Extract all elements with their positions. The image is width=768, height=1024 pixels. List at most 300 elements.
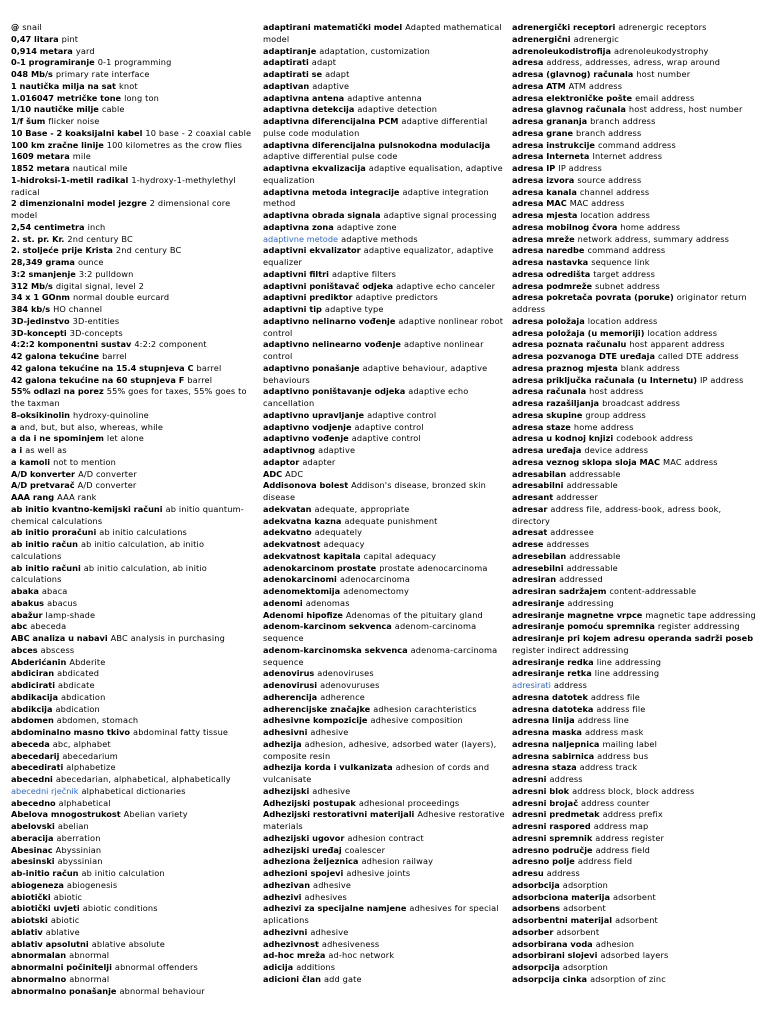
entry-term: adresna naljepnica — [512, 738, 600, 749]
dictionary-entry — [263, 727, 506, 739]
dictionary-column-2 — [263, 22, 506, 1022]
dictionary-entry — [11, 116, 256, 128]
dictionary-entry — [512, 433, 758, 445]
entry-term: adresiranje redka — [512, 656, 594, 667]
dictionary-entry — [512, 57, 758, 69]
entry-term: adaptivno poništavanje odjeka — [263, 386, 406, 397]
entry-term: 1/f šum — [11, 116, 46, 126]
entry-term: adhezivni — [263, 926, 308, 937]
entry-term: adsorbentni materijal — [512, 915, 613, 925]
entry-definition: abeceda — [30, 621, 67, 632]
dictionary-entry — [512, 786, 758, 798]
entry-definition: branch address — [576, 127, 642, 138]
entry-term: adresiranje — [512, 597, 565, 608]
dictionary-entry — [263, 868, 506, 880]
entry-term: adresa staze — [512, 421, 571, 432]
entry-definition: aberration — [56, 832, 101, 843]
entry-term: adenovirus — [263, 668, 315, 679]
entry-term: abakus — [11, 597, 45, 608]
dictionary-entry — [263, 939, 506, 951]
dictionary-entry — [512, 950, 758, 962]
entry-definition: address — [549, 774, 583, 784]
entry-definition: ab initio calculation — [81, 868, 165, 878]
entry-term: adresa položaja — [512, 315, 585, 326]
entry-definition: 1-hydroxy-1-methylethyl radical — [11, 174, 236, 197]
dictionary-entry — [11, 504, 256, 528]
entry-term: adresebilan — [512, 550, 567, 561]
entry-term: 2 dimenzionalni model jezgre — [11, 198, 147, 209]
dictionary-entry — [11, 433, 256, 445]
entry-definition: yard — [75, 45, 95, 56]
dictionary-entry — [512, 680, 758, 692]
entry-definition: adaptive differential pulse code — [263, 151, 398, 162]
entry-definition: add gate — [323, 973, 362, 984]
dictionary-entry — [512, 539, 758, 551]
dictionary-entry — [11, 539, 256, 563]
entry-term: adresa podmreže — [512, 280, 593, 291]
dictionary-entry — [263, 516, 506, 528]
entry-definition: adenomectomy — [343, 586, 409, 596]
dictionary-entry — [263, 46, 506, 58]
entry-term: adresa razašiljanja — [512, 398, 600, 408]
entry-term: adaptivna antena — [263, 92, 345, 103]
entry-definition: abdominal fatty tissue — [133, 727, 229, 737]
entry-term: 384 kb/s — [11, 304, 51, 314]
entry-term: adresna maska — [512, 727, 582, 737]
dictionary-entry — [263, 786, 506, 798]
dictionary-entry — [263, 93, 506, 105]
entry-definition: Adenomas of the pituitary gland — [345, 609, 483, 620]
entry-definition: 4:2:2 component — [134, 339, 207, 350]
entry-term: 2,54 centimetra — [11, 221, 85, 232]
entry-term: adresa Interneta — [512, 151, 590, 162]
entry-definition: 55% goes for taxes, 55% goes to the taxman — [11, 386, 247, 408]
entry-term: adresa mobilnog čvora — [512, 221, 618, 232]
entry-term: Addisonova bolest — [263, 480, 349, 491]
dictionary-entry — [512, 457, 758, 469]
entry-definition: adaptive type — [324, 304, 384, 314]
entry-definition: address field — [595, 844, 650, 855]
entry-term: adresa pozvanoga DTE uređaja — [512, 351, 655, 361]
entry-definition: prostate adenocarcinoma — [379, 562, 488, 573]
entry-term: adaptivno nelinarno vođenje — [263, 315, 396, 326]
entry-term: 1.016047 metričke tone — [11, 92, 122, 103]
dictionary-entry — [512, 163, 758, 175]
dictionary-entry — [263, 81, 506, 93]
entry-term: adresna datoteka — [512, 703, 594, 714]
entry-definition: abnormal — [69, 950, 110, 961]
dictionary-entry — [512, 586, 758, 598]
dictionary-entry — [11, 962, 256, 974]
entry-term: abelovski — [11, 821, 55, 831]
entry-definition: address prefix — [602, 809, 663, 820]
entry-definition: 10 base - 2 coaxial cable — [145, 127, 252, 138]
entry-definition: abdication — [61, 691, 106, 702]
dictionary-entry — [263, 551, 506, 563]
entry-definition: long ton — [124, 92, 159, 103]
entry-definition: adaptive equalizator, adaptive equalizer — [263, 245, 494, 267]
entry-term: abecedarij — [11, 750, 60, 761]
entry-definition: coalescer — [344, 844, 386, 855]
entry-term: adresa nastavka — [512, 257, 589, 267]
dictionary-entry — [11, 457, 256, 469]
entry-term-link[interactable]: adaptivne metode — [263, 233, 339, 244]
entry-term: adherencijske značajke — [263, 703, 371, 714]
entry-term: adresabilni — [512, 480, 564, 491]
entry-definition: source address — [577, 174, 642, 185]
entry-term: 0-1 programiranje — [11, 57, 95, 68]
entry-definition: ab initio calculation, ab initio calculations — [11, 539, 205, 561]
entry-definition: adhesion contract — [347, 832, 424, 843]
entry-definition: alphabetical dictionaries — [81, 785, 186, 796]
entry-term: adenokarcinom prostate — [263, 562, 377, 573]
entry-term: adenom-karcinom sekvenca — [263, 621, 392, 632]
entry-term: adresa instrukcije — [512, 139, 595, 150]
entry-definition: adhesional proceedings — [358, 797, 460, 808]
entry-definition: location address — [580, 210, 651, 220]
entry-definition: Abelian variety — [123, 809, 188, 820]
dictionary-entry — [512, 234, 758, 246]
entry-term: AAA rang — [11, 492, 55, 502]
entry-definition: 3D-entities — [72, 315, 120, 326]
entry-definition: 100 kilometres as the crow flies — [106, 139, 243, 150]
dictionary-entry — [263, 57, 506, 69]
dictionary-entry — [263, 762, 506, 786]
entry-term: adaptirati se — [263, 69, 323, 79]
entry-definition: adaptive — [318, 445, 356, 455]
entry-definition: 2 dimensional core model — [11, 198, 231, 220]
entry-term: adresa mreže — [512, 233, 575, 244]
dictionary-entry — [512, 527, 758, 539]
dictionary-entry — [263, 798, 506, 810]
entry-definition: A/D converter — [77, 480, 137, 491]
entry-definition: adsorbent — [612, 891, 656, 902]
dictionary-entry — [512, 140, 758, 152]
dictionary-entry — [512, 128, 758, 140]
entry-term: adsorpcija — [512, 962, 560, 972]
entry-term: adsorber — [512, 926, 554, 937]
entry-term: adhezioni spojevi — [263, 868, 344, 878]
dictionary-entry — [512, 915, 758, 927]
entry-term: adaptivno ponašanje — [263, 362, 360, 373]
entry-definition: not to mention — [53, 456, 116, 467]
dictionary-entry — [263, 469, 506, 481]
entry-definition: address register — [595, 832, 665, 843]
entry-definition: adenoviruses — [317, 668, 374, 679]
dictionary-entry — [512, 410, 758, 422]
entry-definition: ablative — [45, 926, 80, 937]
dictionary-entry — [512, 175, 758, 187]
entry-definition: addressee — [550, 527, 594, 538]
dictionary-entry — [11, 22, 256, 34]
entry-definition: 2nd century BC — [115, 245, 182, 256]
dictionary-entry — [263, 974, 506, 986]
entry-term: adresa priključka računala (u Internetu) — [512, 374, 697, 385]
entry-term: adresant — [512, 492, 554, 502]
entry-term: adresa položaja (u memoriji) — [512, 327, 645, 338]
entry-definition: abdication — [55, 703, 100, 714]
entry-term: 8-oksikinolin — [11, 409, 70, 420]
entry-definition: adequate, appropriate — [314, 503, 410, 514]
entry-definition: adenom-carcinoma sequence — [263, 621, 477, 643]
entry-term: adekvatno — [263, 527, 312, 538]
dictionary-entry — [512, 798, 758, 810]
entry-term: abdiciran — [11, 668, 55, 679]
entry-definition: adaptive control — [367, 409, 437, 420]
dictionary-entry — [263, 104, 506, 116]
entry-term: adaptivno upravljanje — [263, 409, 365, 420]
entry-term: adicija — [263, 962, 294, 972]
dictionary-entry — [11, 234, 256, 246]
entry-term: adenovirusi — [263, 680, 318, 690]
dictionary-entry — [263, 527, 506, 539]
entry-term: adenokarcinomi — [263, 574, 337, 585]
dictionary-entry — [11, 856, 256, 868]
entry-definition: ABC analysis in purchasing — [110, 633, 225, 643]
dictionary-entry — [512, 668, 758, 680]
dictionary-entry — [512, 821, 758, 833]
entry-term: adaptivan — [263, 80, 310, 91]
dictionary-entry — [263, 715, 506, 727]
dictionary-entry — [512, 774, 758, 786]
dictionary-entry — [512, 633, 758, 657]
entry-definition: abelian — [57, 821, 89, 831]
entry-term: abiotički — [11, 891, 51, 902]
entry-term: abiotički uvjeti — [11, 903, 80, 914]
dictionary-entry — [11, 645, 256, 657]
dictionary-entry — [11, 692, 256, 704]
entry-definition: adapter — [302, 456, 336, 467]
entry-term: adresna sabirnica — [512, 750, 595, 761]
entry-definition: snail — [22, 22, 42, 32]
dictionary-entry — [11, 198, 256, 222]
entry-term: adhezijski uređaj — [263, 844, 342, 855]
dictionary-entry — [512, 116, 758, 128]
entry-definition: barrel — [196, 362, 222, 373]
dictionary-entry — [512, 46, 758, 58]
entry-term: adresar — [512, 503, 548, 514]
entry-definition: additions — [296, 962, 336, 972]
dictionary-entry — [263, 739, 506, 763]
entry-definition: adaptive control — [354, 421, 424, 432]
entry-term: adaptivno vodjenje — [263, 421, 352, 432]
entry-definition: target address — [593, 268, 656, 279]
dictionary-entry — [512, 245, 758, 257]
entry-term: abiogeneza — [11, 879, 64, 890]
dictionary-entry — [263, 339, 506, 363]
dictionary-entry — [512, 610, 758, 622]
dictionary-entry — [11, 809, 256, 821]
entry-term: adherencija — [263, 691, 318, 702]
dictionary-entry — [263, 116, 506, 140]
entry-definition: 0-1 programming — [97, 57, 172, 68]
entry-term: adresa elektroničke pošte — [512, 92, 633, 103]
entry-term: abdikcija — [11, 703, 53, 714]
entry-definition: adhesion railway — [361, 856, 434, 867]
entry-definition: alphabetize — [66, 762, 116, 773]
entry-definition: email address — [635, 92, 695, 103]
entry-term: 048 Mb/s — [11, 69, 53, 79]
entry-term: adekvatan — [263, 503, 312, 514]
entry-definition: lamp-shade — [45, 609, 96, 620]
entry-definition: address file — [590, 691, 640, 702]
entry-term: abecedni — [11, 774, 53, 784]
entry-definition: mailing label — [602, 738, 658, 749]
dictionary-entry — [11, 774, 256, 786]
entry-definition: ounce — [77, 257, 104, 267]
entry-term: adhezijski ugovor — [263, 832, 345, 843]
entry-definition: adapt — [325, 69, 350, 79]
entry-term: ab-initio račun — [11, 868, 79, 878]
entry-definition: adequately — [314, 527, 363, 538]
dictionary-entry — [512, 751, 758, 763]
dictionary-entry — [512, 480, 758, 492]
dictionary-entry — [263, 680, 506, 692]
entry-term: adhezivi za specijalne namjene — [263, 903, 407, 914]
entry-definition: adrenergic receptors — [618, 22, 707, 32]
entry-definition: address block, block address — [572, 785, 695, 796]
dictionary-entry — [512, 316, 758, 328]
entry-term: adresa grane — [512, 127, 574, 138]
dictionary-entry — [11, 563, 256, 587]
dictionary-entry — [11, 140, 256, 152]
entry-term: ADC — [263, 468, 283, 479]
entry-term: adaptivno nelinearno vođenje — [263, 339, 401, 350]
entry-term: abdomen — [11, 715, 54, 726]
entry-term: adresni spremnik — [512, 832, 593, 843]
entry-term: adresa ATM — [512, 80, 566, 91]
entry-term: adresa praznog mjesta — [512, 362, 618, 373]
entry-term: a — [11, 421, 17, 432]
dictionary-entry — [11, 339, 256, 351]
dictionary-column-1 — [11, 22, 256, 1022]
entry-term: adresno područje — [512, 844, 593, 855]
dictionary-entry — [11, 175, 256, 199]
entry-definition: adaptive control — [351, 433, 421, 444]
entry-term: adsorbcija — [512, 879, 560, 890]
entry-definition: adaptive integration method — [263, 186, 489, 209]
entry-term: adhesivni — [263, 727, 308, 737]
entry-term: abecedirati — [11, 762, 64, 773]
entry-term: abaka — [11, 586, 39, 596]
entry-term-link[interactable]: abecedni rječnik — [11, 785, 79, 796]
dictionary-entry — [263, 234, 506, 246]
entry-term: adrenergični — [512, 33, 571, 44]
dictionary-entry — [11, 351, 256, 363]
entry-definition: let alone — [106, 433, 144, 444]
entry-definition: abecedarian, alphabetical, alphabetically — [55, 774, 231, 784]
entry-definition: adsorption of zinc — [590, 973, 666, 984]
dictionary-entry — [263, 962, 506, 974]
entry-definition: adrenoleukodystrophy — [614, 45, 709, 56]
entry-definition: command address — [587, 245, 666, 256]
entry-term: adresebilni — [512, 562, 564, 573]
entry-term: adaptivna metoda integracije — [263, 186, 400, 197]
entry-definition: IP address — [558, 163, 602, 173]
entry-definition: ab initio calculations — [99, 527, 187, 538]
dictionary-entry — [11, 316, 256, 328]
entry-term: adresa glavnog računala — [512, 104, 626, 115]
dictionary-entry — [263, 563, 506, 575]
entry-definition: adaptive signal processing — [383, 210, 497, 220]
entry-definition: addressable — [569, 468, 621, 479]
dictionary-entry — [11, 386, 256, 410]
dictionary-entry — [263, 704, 506, 716]
entry-term: 1/10 nautičke milje — [11, 104, 99, 115]
entry-definition: called DTE address — [658, 351, 739, 361]
entry-term: adaptivna diferencijalna PCM — [263, 116, 399, 126]
entry-definition: 3:2 pulldown — [78, 268, 134, 279]
entry-term: 10 Base - 2 koaksijalni kabel — [11, 127, 143, 138]
entry-definition: abecedarium — [62, 750, 118, 761]
entry-definition: barrel — [187, 374, 213, 385]
entry-definition: adaptive detection — [357, 104, 438, 115]
dictionary-entry — [263, 245, 506, 269]
entry-term: ab initio račun — [11, 539, 78, 549]
entry-definition: adhesion, adhesive, adsorbed water (layers), composite resin — [263, 738, 497, 761]
dictionary-entry — [263, 269, 506, 281]
entry-term: adresa pokretača povrata (poruke) — [512, 292, 674, 303]
dictionary-entry — [512, 104, 758, 116]
entry-term: adresabilan — [512, 468, 567, 479]
dictionary-entry — [263, 304, 506, 316]
entry-term: adsorbirani slojevi — [512, 950, 598, 961]
entry-definition: adequate punishment — [344, 515, 438, 526]
entry-term: adrese — [512, 539, 544, 549]
dictionary-entry — [11, 69, 256, 81]
dictionary-entry — [263, 621, 506, 645]
entry-definition: adhesives — [304, 891, 347, 902]
entry-definition: address — [553, 680, 588, 690]
entry-term: adresa — [512, 57, 544, 68]
entry-term: Adhezijski postupak — [263, 797, 356, 808]
entry-term: adresiranje pomoću spremnika — [512, 621, 655, 632]
entry-term: adresa IP — [512, 163, 556, 173]
entry-term: adresiran sadržajem — [512, 586, 607, 596]
entry-definition: ATM address — [568, 80, 623, 91]
dictionary-entry — [11, 245, 256, 257]
dictionary-entry — [512, 198, 758, 210]
entry-term-link[interactable]: adresirati — [512, 680, 551, 690]
entry-term: adresiranje retka — [512, 668, 592, 679]
entry-term: adresno polje — [512, 856, 575, 867]
entry-definition: abnormal offenders — [114, 962, 198, 972]
entry-term: adresni — [512, 774, 547, 784]
dictionary-entry — [11, 57, 256, 69]
dictionary-entry — [11, 422, 256, 434]
entry-definition: host address — [589, 386, 644, 397]
entry-term: Abesinac — [11, 844, 53, 855]
entry-definition: adaptive equalisation, adaptive equalization — [263, 163, 503, 185]
entry-term: adaptivni tip — [263, 304, 322, 314]
dictionary-entry — [263, 504, 506, 516]
dictionary-entry — [11, 727, 256, 739]
entry-definition: Adapted mathematical model — [263, 22, 502, 44]
dictionary-entry — [11, 128, 256, 140]
entry-definition: adenocarcinoma — [339, 574, 411, 585]
entry-term: adaptiranje — [263, 45, 317, 56]
entry-term: adresa veznog sklopa sloja MAC — [512, 456, 661, 467]
entry-definition: address file — [596, 703, 646, 714]
dictionary-entry — [512, 422, 758, 434]
entry-definition: abdicate — [58, 680, 95, 690]
entry-term: adresiranje magnetne vrpce — [512, 609, 643, 620]
entry-definition: addresser — [556, 492, 599, 502]
entry-definition: address, addresses, adress, wrap around — [546, 57, 721, 68]
dictionary-entry — [11, 445, 256, 457]
entry-definition: subnet address — [595, 280, 660, 291]
entry-term: ablativ — [11, 926, 43, 937]
